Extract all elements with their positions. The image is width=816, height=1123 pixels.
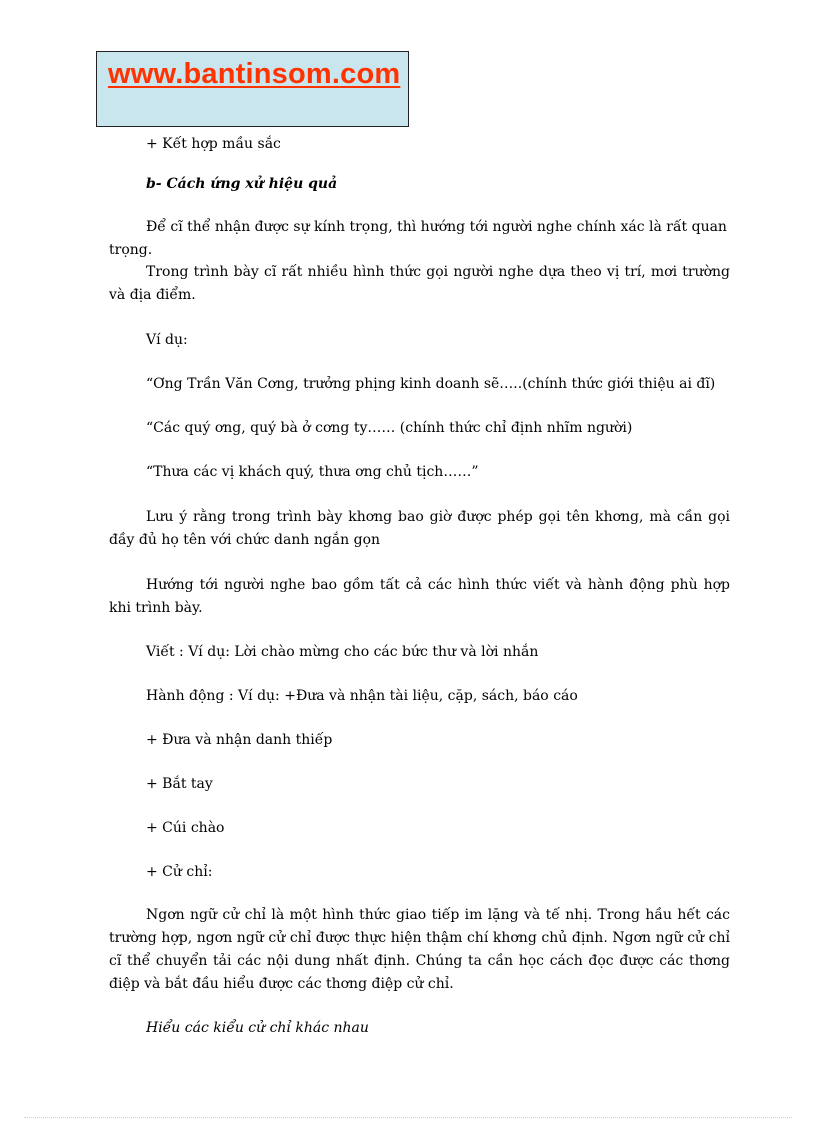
example-quote-1: “Ơng Trần Văn Cơng, trưởng phịng kinh doanh sẽ…..(chính thức giới thiệu ai đĩ) <box>146 376 716 392</box>
section-heading: b- Cách ứng xử hiệu quả <box>146 176 338 192</box>
paragraph-note-names: Lưu ý rằng trong trình bày khơng bao giờ được phép gọi tên khơng, mà cần gọi đầy đủ họ tên với chức danh ngắn gọn <box>109 509 730 548</box>
list-item-handshake: + Bắt tay <box>146 776 213 792</box>
example-label: Ví dụ: <box>146 332 188 348</box>
example-quote-2: “Các quý ơng, quý bà ở cơng ty…… (chính thức chỉ định nhĩm người) <box>146 420 633 436</box>
paragraph-body-language: Ngơn ngữ cử chỉ là một hình thức giao tiếp im lặng và tế nhị. Trong hầu hết các trường hợp, ngơn ngữ cử chỉ được thực hiện thậm chí khơng chủ định. Ngơn ngữ cử chỉ cĩ thể chuyển tải các nội dung nhất định. Chúng ta cần học cách đọc được các thơng điệp và bắt đầu hiểu được các thơng điệp cử chỉ. <box>109 907 730 992</box>
list-item-gesture: + Cử chỉ: <box>146 864 213 880</box>
paragraph-address-forms: Trong trình bày cĩ rất nhiều hình thức gọi người nghe dựa theo vị trí, mơi trường và địa điểm. <box>109 264 730 303</box>
action-example: Hành động : Ví dụ: +Đưa và nhận tài liệu, cặp, sách, báo cáo <box>146 688 578 704</box>
page-bottom-divider <box>24 1117 792 1118</box>
list-item-business-card: + Đưa và nhận danh thiếp <box>146 732 333 748</box>
subsection-heading: Hiểu các kiểu cử chỉ khác nhau <box>146 1020 369 1036</box>
writing-example: Viết : Ví dụ: Lời chào mừng cho các bức thư và lời nhắn <box>146 644 539 660</box>
example-quote-3: “Thưa các vị khách quý, thưa ơng chủ tịch……” <box>146 464 479 480</box>
website-banner <box>96 51 409 127</box>
list-item-bow: + Cúi chào <box>146 820 225 836</box>
paragraph-audience: Hướng tới người nghe bao gồm tất cả các hình thức viết và hành động phù hợp khi trình bày. <box>109 577 730 616</box>
paragraph-respect: Để cĩ thể nhận được sự kính trọng, thì hướng tới người nghe chính xác là rất quan trọng. <box>109 219 727 258</box>
list-item-color-combination: + Kết hợp mầu sắc <box>146 136 281 152</box>
website-link[interactable]: www.bantinsom.com <box>108 58 401 90</box>
